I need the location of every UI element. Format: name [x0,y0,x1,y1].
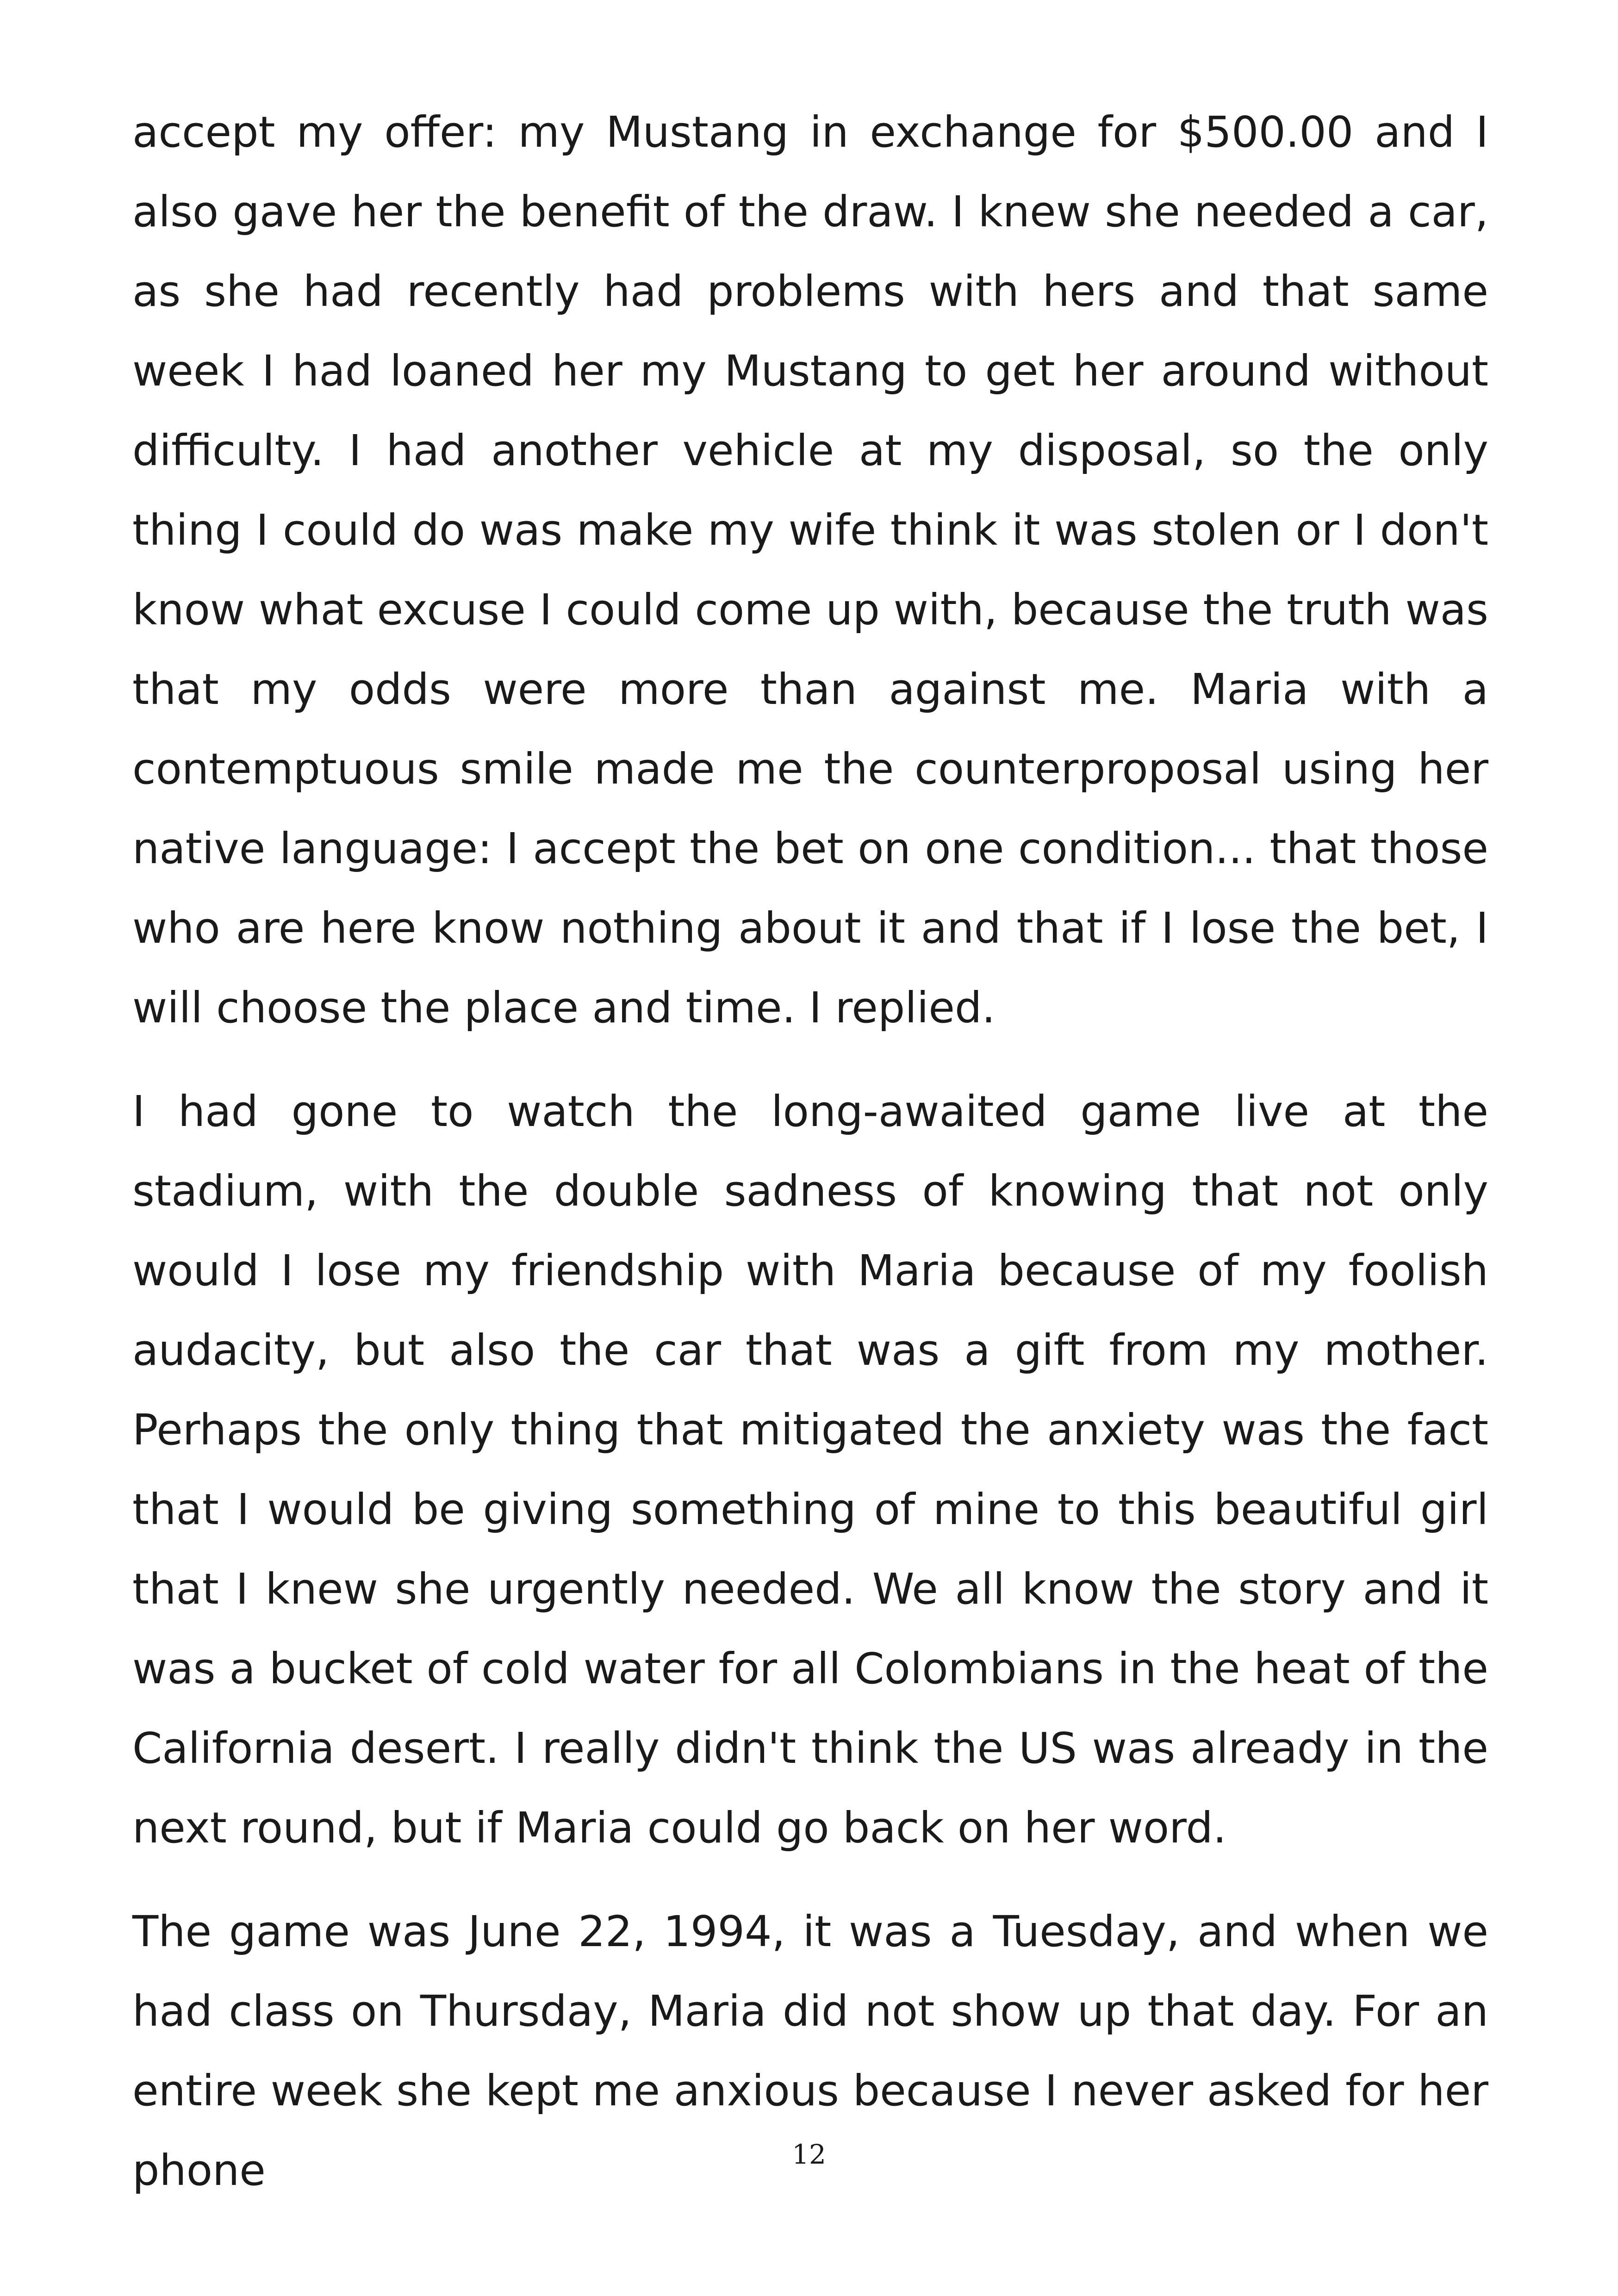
body-text [132,93,1488,2210]
paragraph-3: The game was June 22, 1994, it was a Tuesday, and when we had class on Thursday, Maria did not show up that day. For an entire week she kept me anxious because I never asked for her phone [132,1907,1488,2195]
page-number: 12 [792,2139,826,2170]
paragraph-2: I had gone to watch the long-awaited game live at the stadium, with the double sadness of knowing that not only would I lose my friendship with Maria because of my foolish audacity, but also the car that was a gift from my mother. Perhaps the only thing that mitigated the anxiety was the fact that I would be giving something of mine to this beautiful girl that I knew she urgently needed. We all know the story and it was a bucket of cold water for all Colombians in the heat of the California desert. I really didn't think the US was already in the next round, but if Maria could go back on her word. [132,1087,1488,1853]
paragraph-1: accept my offer: my Mustang in exchange for $500.00 and I also gave her the benefit of the draw. I knew she needed a car, as she had recently had problems with hers and that same week I had loaned her my Mustang to get her around without difficulty. I had another vehicle at my disposal, so the only thing I could do was make my wife think it was stolen or I don't know what excuse I could come up with, because the truth was that my odds were more than against me. Maria with a contemptuous smile made me the counterproposal using her native language: I accept the bet on one condition... that those who are here know nothing about it and that if I lose the bet, I will choose the place and time. I replied. [132,107,1488,1033]
